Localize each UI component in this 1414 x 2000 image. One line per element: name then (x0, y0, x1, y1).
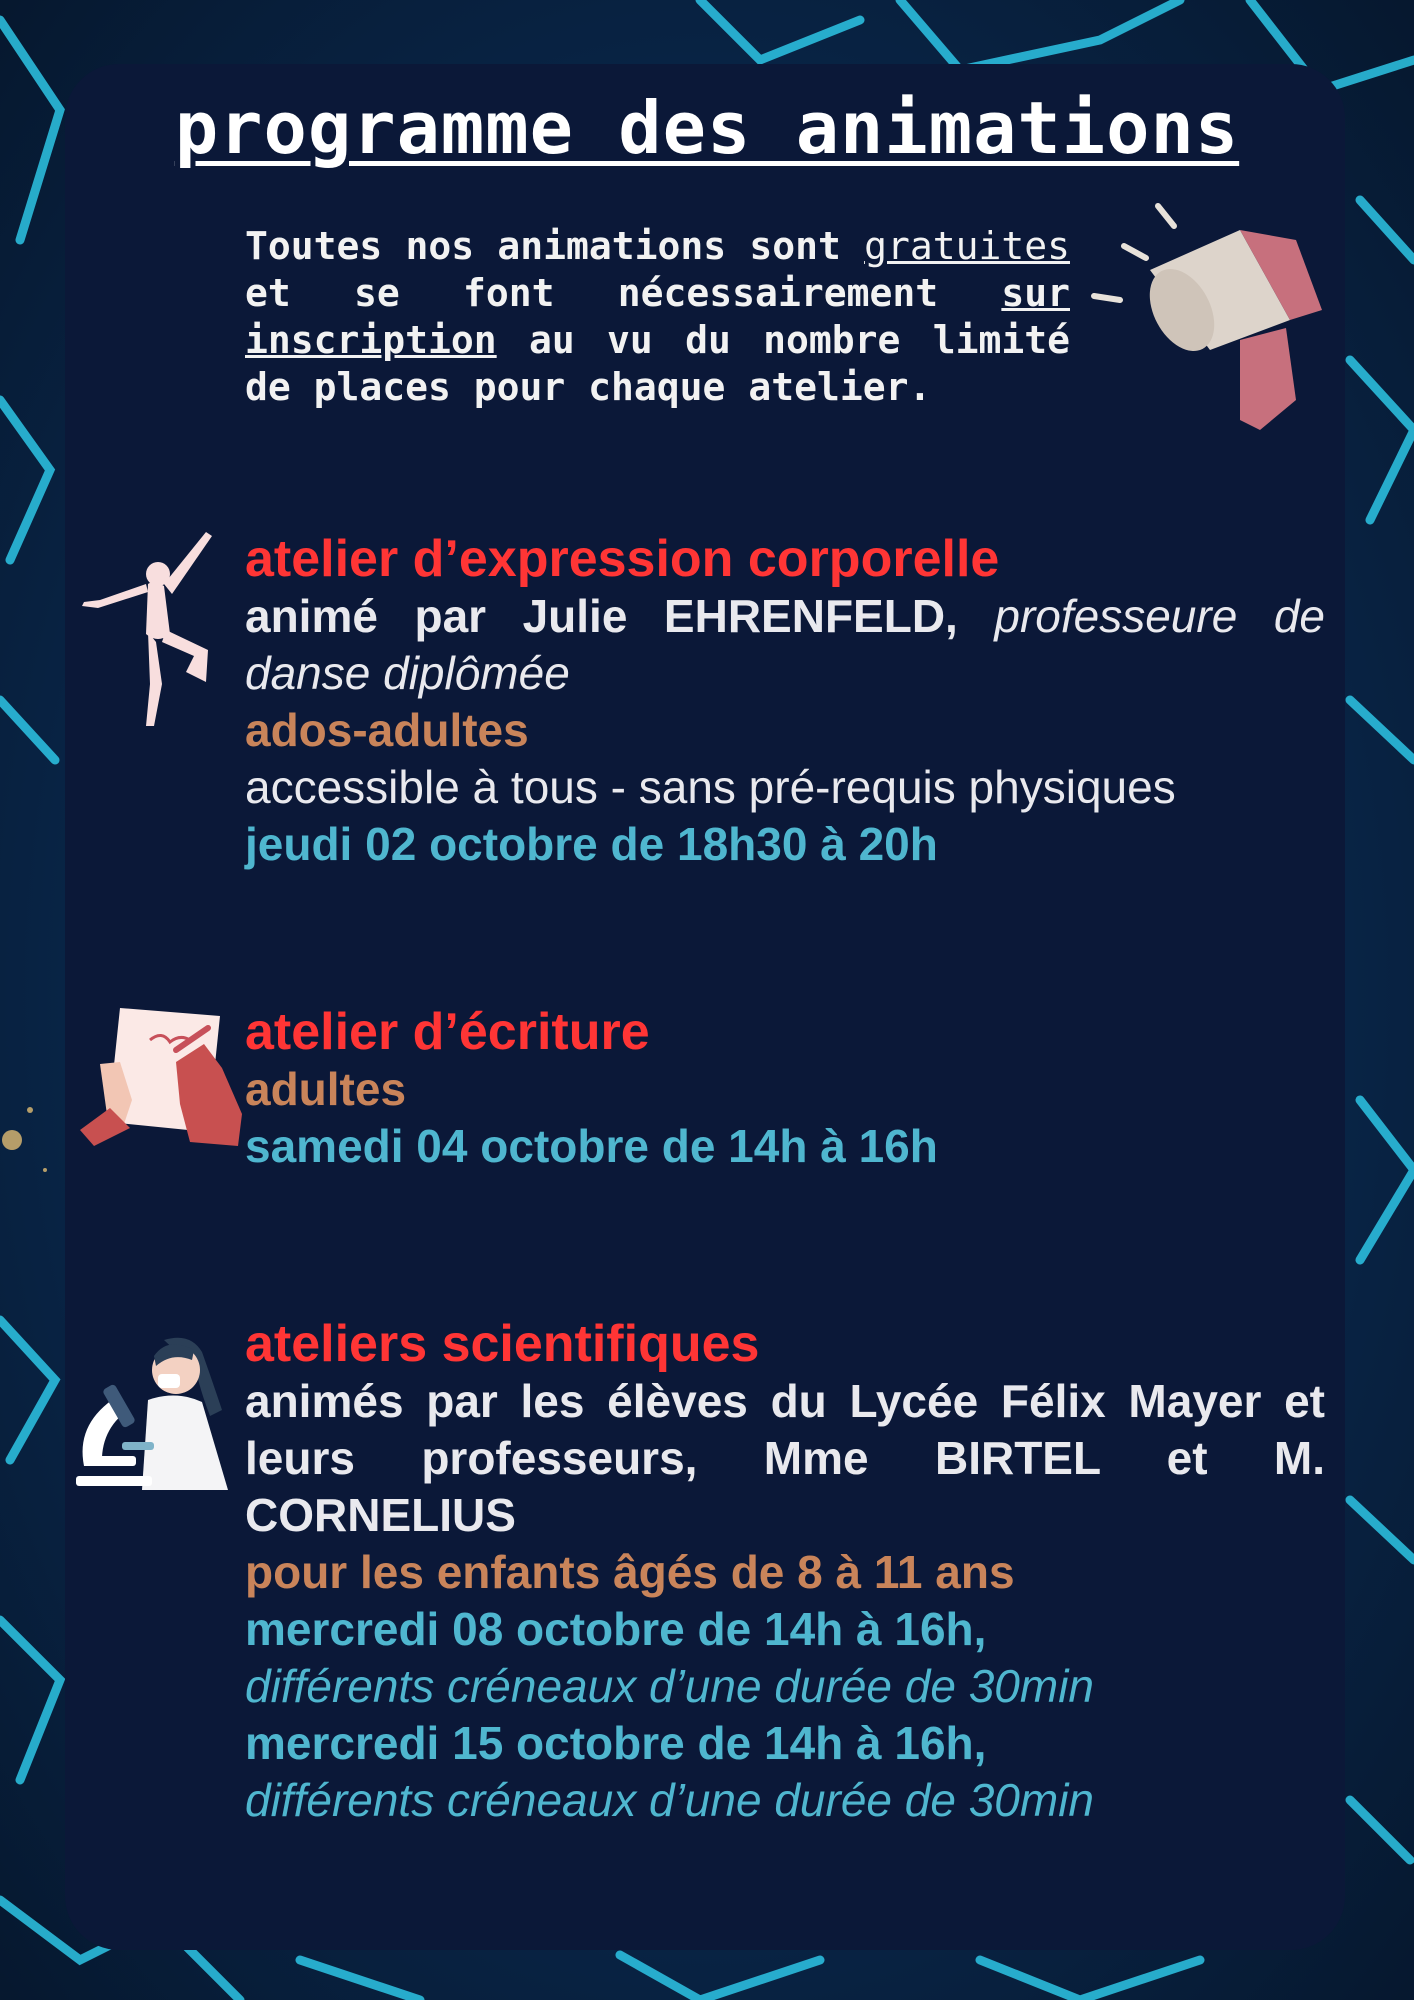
page-title: programme des animations (174, 86, 1240, 170)
workshop-slot-detail: différents créneaux d’une durée de 30min (245, 1660, 1095, 1712)
dancer-icon (78, 522, 228, 732)
workshop-body-science (245, 1315, 1325, 1829)
workshop-body-writing (245, 1003, 1325, 1175)
workshop-audience: ados-adultes (245, 704, 529, 756)
workshop-host: animés par les élèves du Lycée Félix Mayer et leurs professeurs, Mme BIRTEL et M. CORNELIUS (245, 1375, 1325, 1541)
workshop-host (245, 588, 1325, 702)
workshop-slot-detail: différents créneaux d’une durée de 30min (245, 1774, 1095, 1826)
intro-part3: au vu du nombre limité de places pour chaque atelier. (245, 318, 1070, 409)
workshop-title: ateliers scientifiques (245, 1315, 760, 1373)
writing-hands-icon (80, 1004, 242, 1146)
host-role: professeure de danse diplômée (245, 590, 1325, 699)
intro-part1: Toutes nos animations sont (245, 224, 841, 268)
free-emphasis: gratuites (864, 224, 1070, 268)
megaphone-icon (1090, 200, 1330, 440)
workshop-title: atelier d’expression corporelle (245, 530, 1000, 588)
registration-emphasis: sur inscription (245, 271, 1070, 362)
workshop-slot-date: mercredi 15 octobre de 14h à 16h, (245, 1717, 987, 1769)
workshop-schedule: jeudi 02 octobre de 18h30 à 20h (245, 818, 938, 870)
workshop-audience: adultes (245, 1063, 407, 1115)
host-name: animé par Julie EHRENFELD, (245, 590, 958, 642)
workshop-title: atelier d’écriture (245, 1003, 650, 1061)
workshop-slot-date: mercredi 08 octobre de 14h à 16h, (245, 1603, 987, 1655)
workshop-body-expression (245, 530, 1325, 873)
scientist-microscope-icon (72, 1330, 232, 1492)
intro-part2: et se font nécessairement (245, 271, 939, 315)
intro-text (245, 223, 1070, 411)
workshop-note: accessible à tous - sans pré-requis physiques (245, 761, 1176, 813)
workshop-schedule: samedi 04 octobre de 14h à 16h (245, 1120, 938, 1172)
workshop-audience: pour les enfants âgés de 8 à 11 ans (245, 1546, 1015, 1598)
